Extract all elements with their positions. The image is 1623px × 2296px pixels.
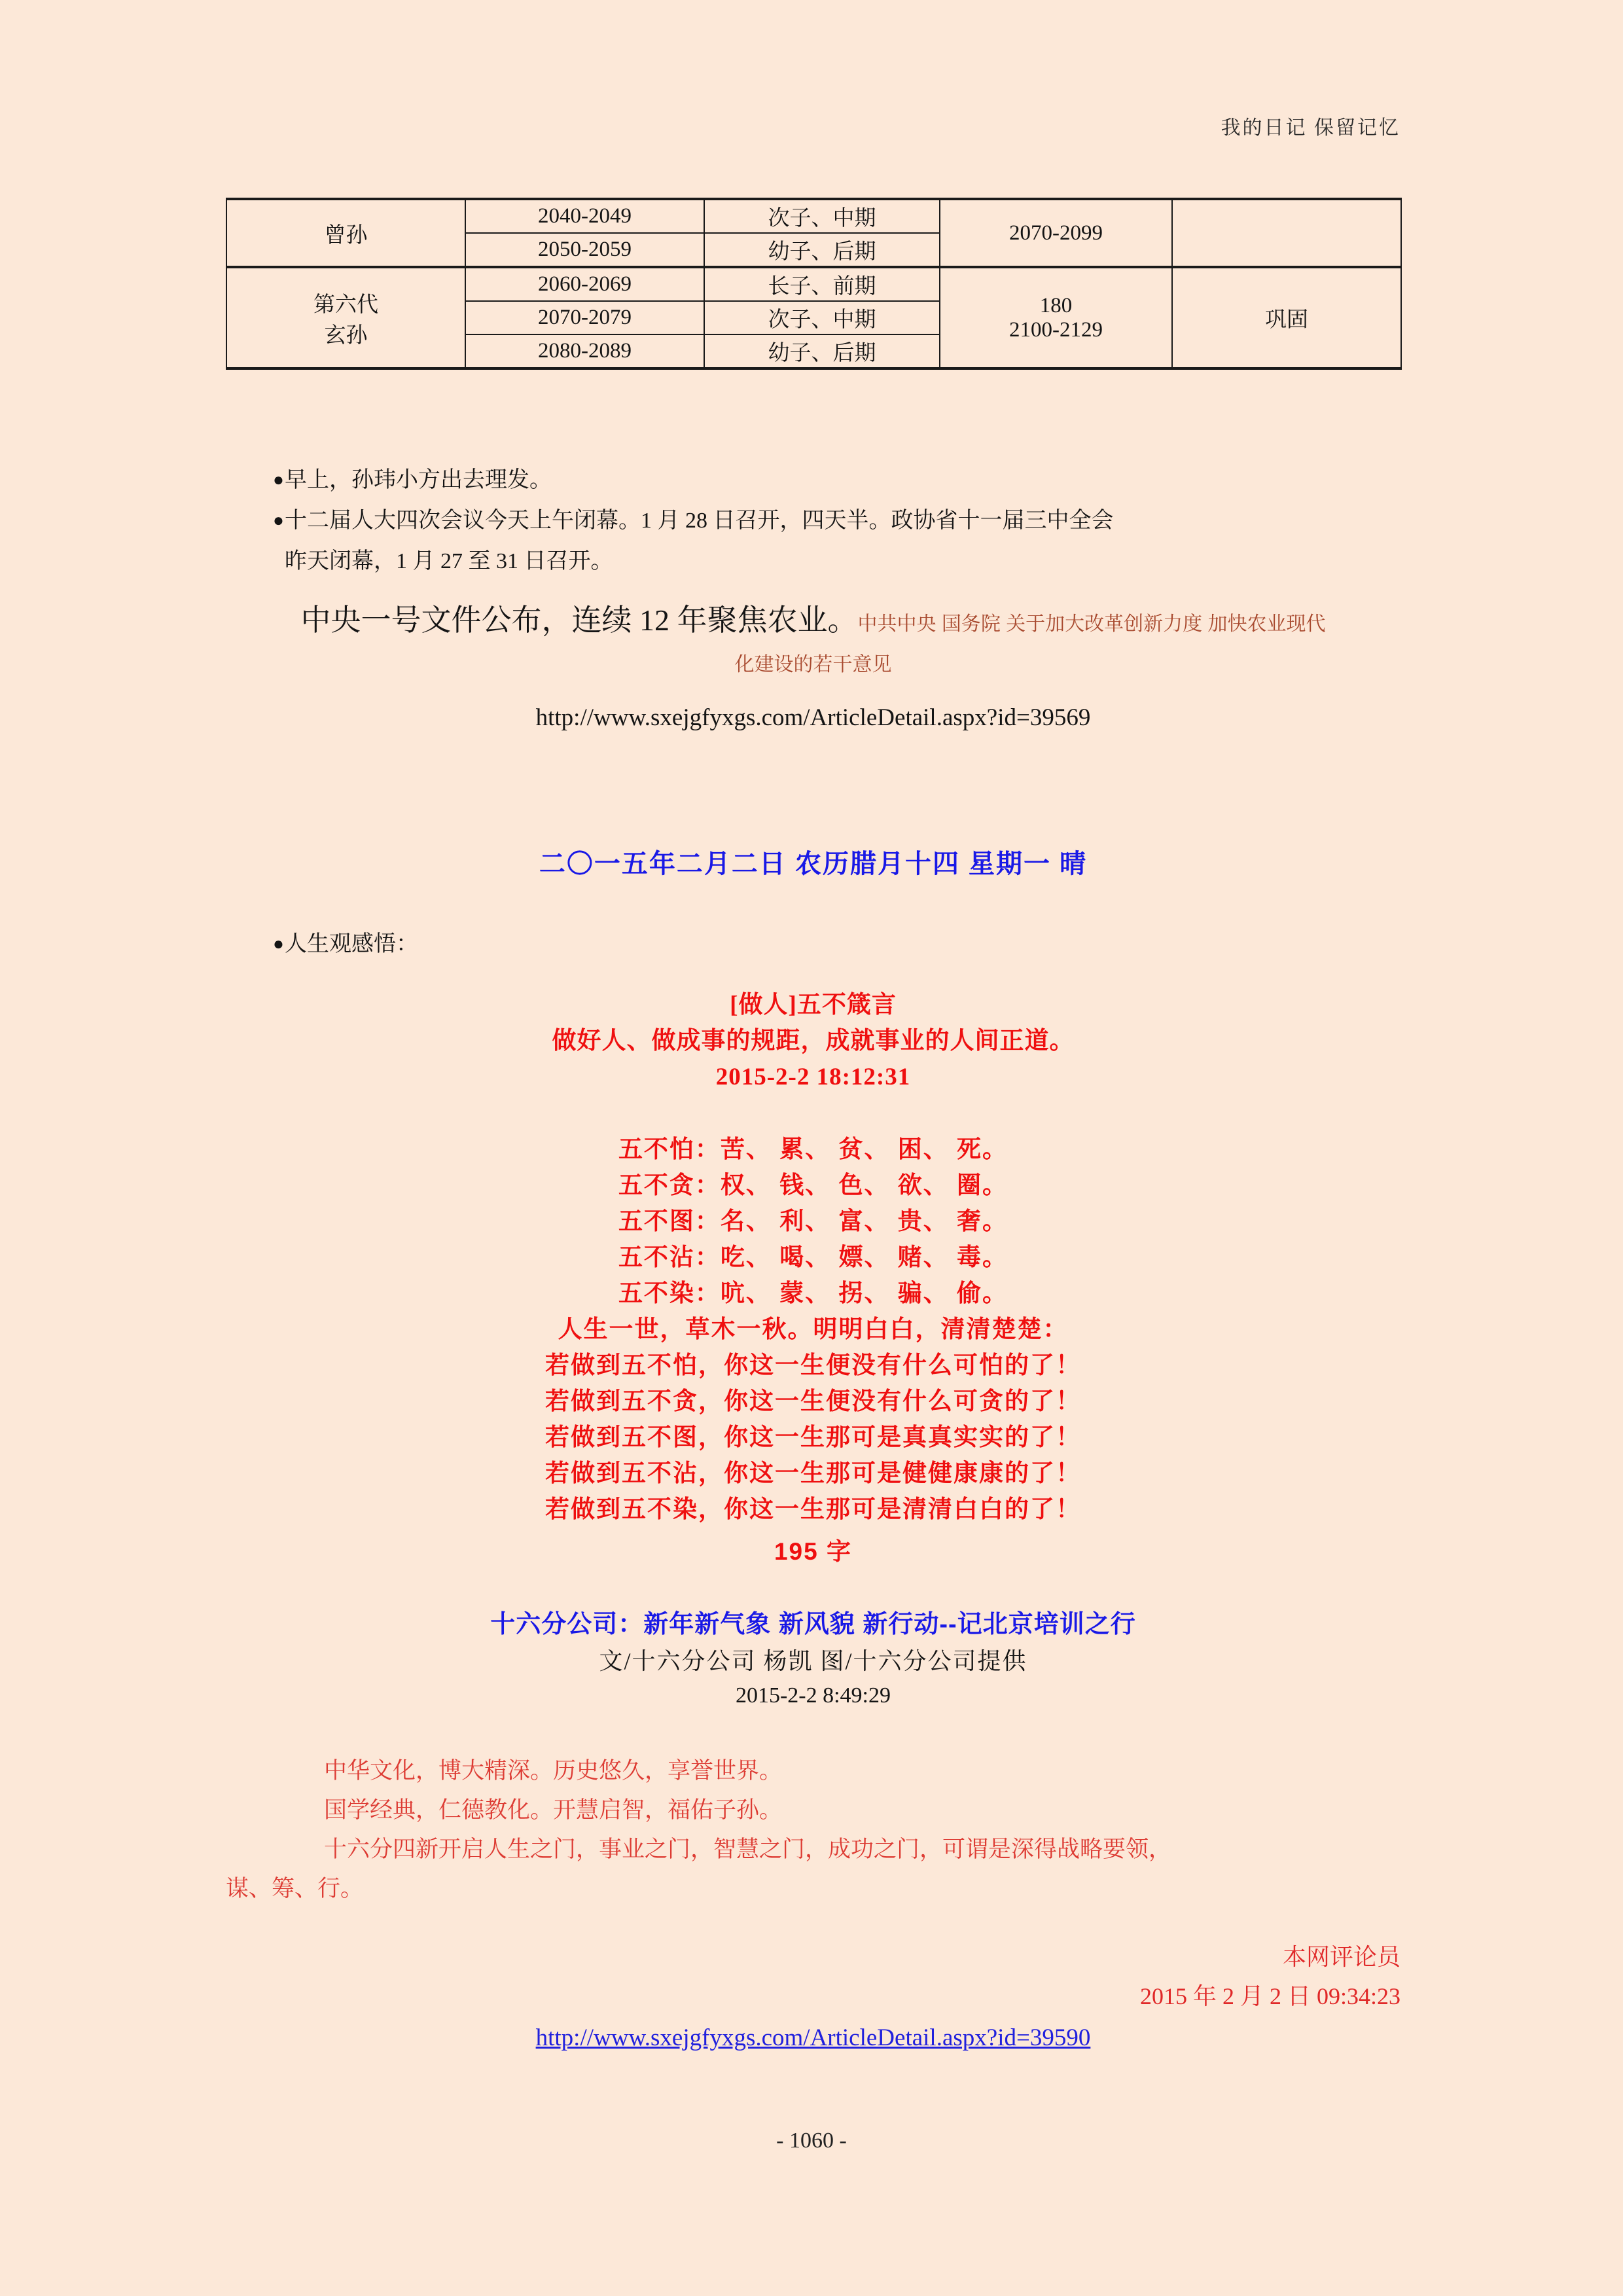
motto-line: 五不怕：苦、 累、 贫、 困、 死。 — [618, 1136, 1008, 1162]
news-headline-block — [226, 600, 1400, 685]
motto-subtitle: 做好人、做成事的规距，成就事业的人间正道。 — [552, 1028, 1075, 1054]
motto-line: 若做到五不贪，你这一生便没有什么可贪的了！ — [545, 1388, 1081, 1414]
cell-desc: 长子、前期 — [704, 267, 940, 301]
body-paragraph: 国学经典，仁德教化。开慧启智，福佑子孙。 — [324, 1797, 783, 1823]
body-paragraph: 中华文化，博大精深。历史悠久，享誉世界。 — [324, 1758, 783, 1784]
cell-desc: 幼子、后期 — [704, 233, 940, 267]
motto-line: 若做到五不沾，你这一生那可是健健康康的了！ — [545, 1460, 1081, 1486]
page-header: 我的日记 保留记忆 — [1221, 117, 1400, 139]
cell-generation-label — [226, 267, 465, 368]
headline-line2 — [226, 648, 1400, 685]
list-item — [226, 460, 1400, 501]
cell-desc: 幼子、后期 — [704, 334, 940, 368]
signature-author: 本网评论员 — [1282, 1944, 1400, 1970]
motto-line: 五不沾：吃、 喝、 嫖、 赌、 毒。 — [618, 1244, 1008, 1270]
bullet-text — [285, 501, 1400, 582]
motto-intro-block — [226, 987, 1400, 1095]
diary-bullet-list — [226, 460, 1400, 582]
cell-note-empty — [1172, 199, 1401, 267]
signature-block — [226, 1937, 1400, 2016]
generation-line2: 玄孙 — [324, 323, 368, 348]
motto-title: [做人]五不箴言 — [730, 992, 897, 1018]
headline-line1 — [226, 600, 1400, 648]
bullet-text: 早上，孙玮小方出去理发。 — [285, 468, 552, 492]
company-article-timestamp: 2015-2-2 8:49:29 — [735, 1683, 891, 1708]
cell-note: 巩固 — [1172, 267, 1401, 368]
signature-datetime: 2015 年 2 月 2 日 09:34:23 — [1139, 1983, 1400, 2009]
list-item — [226, 501, 1400, 582]
company-article-title: 十六分公司：新年新气象 新风貌 新行动--记北京培训之行 — [490, 1611, 1136, 1638]
bullet-text: 人生观感悟： — [285, 932, 418, 956]
page-number: - 1060 - — [776, 2128, 847, 2153]
table-row — [226, 267, 1401, 301]
cell-period: 2070-2099 — [940, 199, 1172, 267]
bullet-text-line2: 昨天闭幕，1 月 27 至 31 日召开。 — [285, 549, 613, 573]
body-paragraph: 十六分四新开启人生之门，事业之门，智慧之门，成功之门，可谓是深得战略要领， — [324, 1837, 1172, 1862]
headline-sub-part2: 化建设的若干意见 — [734, 654, 892, 675]
cell-years: 2070-2079 — [465, 301, 704, 334]
cell-years: 2040-2049 — [465, 199, 704, 233]
body-paragraph-continuation: 谋、筹、行。 — [226, 1876, 364, 1901]
article-url-2-wrap — [226, 2020, 1400, 2056]
motto-body-block — [226, 1131, 1400, 1527]
motto-line: 人生一世，草木一秋。明明白白，清清楚楚： — [558, 1316, 1069, 1342]
motto-line: 若做到五不图，你这一生那可是真真实实的了！ — [545, 1424, 1081, 1450]
headline-sub-part1: 中共中央 国务院 关于加大改革创新力度 加快农业现代 — [857, 613, 1326, 635]
period-range: 2100-2129 — [1009, 317, 1103, 342]
motto-line: 五不染：吭、 蒙、 拐、 骗、 偷。 — [618, 1280, 1008, 1306]
motto-timestamp: 2015-2-2 18:12:31 — [715, 1064, 911, 1090]
motto-line: 若做到五不染，你这一生那可是清清白白的了！ — [545, 1496, 1081, 1522]
cell-years: 2080-2089 — [465, 334, 704, 368]
diary-date-heading: 二〇一五年二月二日 农历腊月十四 星期一 晴 — [539, 850, 1088, 878]
cell-desc: 次子、中期 — [704, 301, 940, 334]
generation-table — [226, 198, 1402, 370]
company-article-byline: 文/十六分公司 杨凯 图/十六分公司提供 — [599, 1648, 1027, 1674]
table-row — [226, 199, 1401, 233]
cell-years: 2050-2059 — [465, 233, 704, 267]
bullet-icon: ● — [273, 934, 284, 954]
bullet-icon: ● — [273, 470, 284, 490]
list-item — [226, 924, 1400, 965]
cell-desc: 次子、中期 — [704, 199, 940, 233]
motto-line: 五不图：名、 利、 富、 贵、 奢。 — [618, 1208, 1008, 1234]
company-article-body — [226, 1751, 1400, 1909]
article-url-2[interactable]: http://www.sxejgfyxgs.com/ArticleDetail.aspx?id=39590 — [535, 2024, 1091, 2051]
bullet-text-line1: 十二届人大四次会议今天上午闭幕。1 月 28 日召开，四天半。政协省十一届三中全会 — [285, 509, 1114, 533]
cell-period — [940, 267, 1172, 368]
article-url-1[interactable]: http://www.sxejgfyxgs.com/ArticleDetail.aspx?id=39569 — [535, 704, 1091, 731]
generation-line1: 第六代 — [313, 293, 378, 317]
bullet-icon: ● — [273, 511, 284, 531]
cell-years: 2060-2069 — [465, 267, 704, 301]
motto-line: 五不贪：权、 钱、 色、 欲、 圈。 — [618, 1172, 1008, 1198]
word-count: 195 字 — [774, 1538, 852, 1565]
motto-line: 若做到五不怕，你这一生便没有什么可怕的了！ — [545, 1352, 1081, 1378]
period-value: 180 — [1039, 293, 1073, 317]
cell-generation-label: 曾孙 — [226, 199, 465, 267]
headline-main: 中央一号文件公布，连续 12 年聚焦农业。 — [300, 603, 858, 637]
